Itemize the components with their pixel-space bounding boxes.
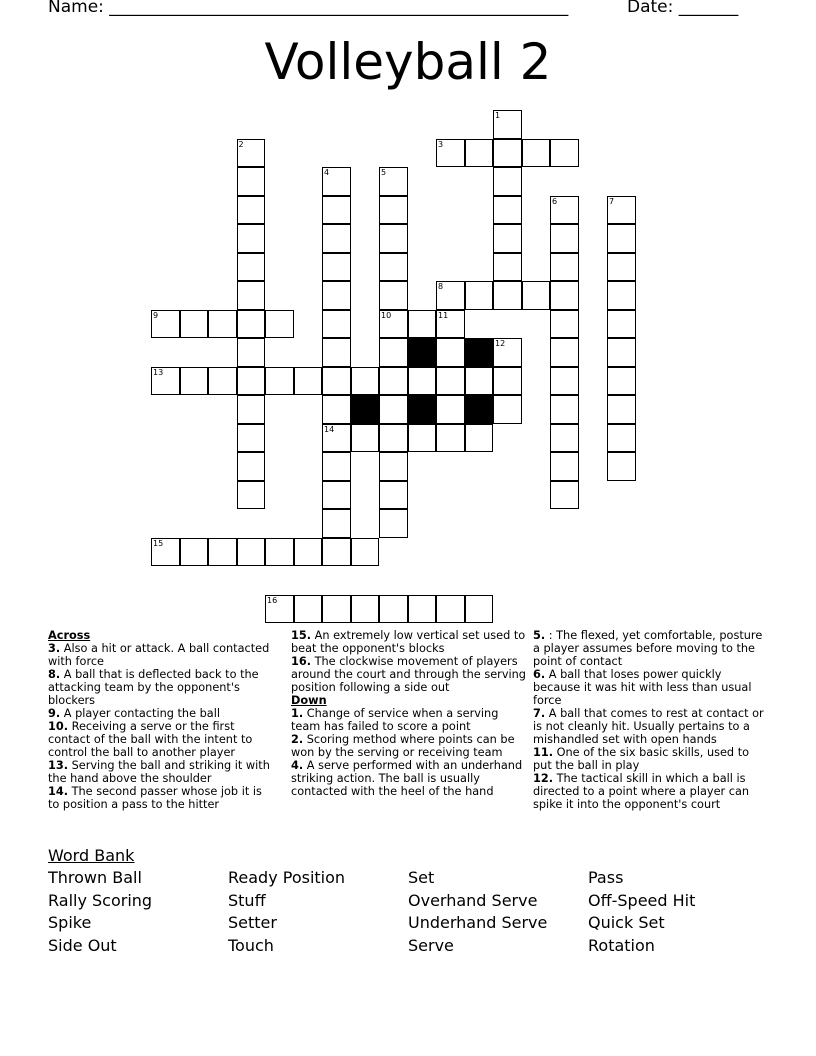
grid-cell[interactable] [237, 367, 266, 396]
black-cell [351, 395, 380, 424]
grid-cell[interactable] [294, 538, 323, 567]
word-bank-item: Thrown Ball [48, 868, 142, 887]
grid-cell[interactable] [607, 452, 636, 481]
grid-cell[interactable] [436, 367, 465, 396]
clue-number: 10 [381, 310, 392, 320]
clue-item [291, 733, 527, 759]
clue-text: The second passer whose job it is to position a pass to the hitter [48, 785, 262, 811]
grid-cell[interactable] [550, 367, 579, 396]
grid-cell[interactable] [208, 538, 237, 567]
black-cell [465, 338, 494, 367]
grid-cell[interactable] [493, 395, 522, 424]
grid-cell[interactable] [322, 509, 351, 538]
clue-text: A ball that comes to rest at contact or is not cleanly hit. Usually pertains to a mishandled set with open hands [533, 707, 764, 746]
grid-cell[interactable] [522, 139, 551, 168]
grid-cell[interactable] [493, 367, 522, 396]
clue-number-label: 6. [533, 668, 546, 681]
clue-item [533, 746, 769, 772]
down-clues-list [291, 707, 527, 798]
clue-text: Scoring method where points can be won by the serving or receiving team [291, 733, 515, 759]
grid-cell[interactable] [322, 481, 351, 510]
grid-cell[interactable] [493, 253, 522, 282]
word-bank-item: Rally Scoring [48, 890, 153, 910]
grid-cell[interactable] [237, 253, 266, 282]
clue-item [48, 707, 276, 720]
black-cell [465, 395, 494, 424]
grid-cell[interactable] [237, 196, 266, 225]
grid-cell[interactable] [379, 595, 408, 624]
grid-cell[interactable] [237, 224, 266, 253]
clue-text: Serving the ball and striking it with the hand above the shoulder [48, 759, 270, 785]
grid-cell[interactable] [351, 538, 380, 567]
grid-cell[interactable] [436, 395, 465, 424]
down-clues-list-continued [533, 629, 769, 811]
word-bank-item: Setter [228, 913, 277, 932]
grid-cell[interactable] [351, 367, 380, 396]
grid-cell[interactable] [379, 395, 408, 424]
grid-cell[interactable] [237, 338, 266, 367]
grid-cell[interactable] [493, 139, 522, 168]
clue-item [48, 668, 276, 707]
grid-cell[interactable] [180, 367, 209, 396]
clue-number-label: 2. [291, 733, 304, 746]
clue-number: 16 [267, 595, 278, 605]
grid-cell[interactable] [550, 424, 579, 453]
name-field-label: Name: ______________________________________________________ [48, 0, 569, 17]
clue-item [533, 772, 769, 811]
clue-number: 3 [438, 139, 444, 149]
grid-cell[interactable] [322, 196, 351, 225]
grid-cell[interactable] [550, 281, 579, 310]
word-bank-item: Off-Speed Hit [588, 890, 696, 910]
grid-cell[interactable] [493, 224, 522, 253]
clue-text: The tactical skill in which a ball is directed to a point where a player can spike it into the opponent's court [533, 772, 750, 811]
grid-cell[interactable] [379, 481, 408, 510]
word-bank-item: Serve [408, 935, 454, 955]
grid-cell[interactable] [208, 367, 237, 396]
clue-item [533, 629, 769, 668]
grid-cell[interactable] [351, 595, 380, 624]
word-bank-item: Touch [228, 935, 274, 955]
clue-number-label: 1. [291, 707, 304, 720]
grid-cell[interactable] [237, 538, 266, 567]
clue-number-label: 13. [48, 759, 69, 772]
clues-column-3 [533, 629, 769, 811]
clue-text: A serve performed with an underhand striking action. The ball is usually contacted with the heel of the hand [291, 759, 523, 798]
grid-cell[interactable] [493, 196, 522, 225]
grid-cell[interactable] [550, 395, 579, 424]
grid-cell[interactable] [522, 281, 551, 310]
across-heading: Across [48, 629, 91, 642]
clue-item [291, 629, 527, 655]
grid-cell[interactable] [550, 310, 579, 339]
clue-text: : The flexed, yet comfortable, posture a player assumes before moving to the point of contact [533, 629, 763, 668]
clue-item [533, 707, 769, 746]
grid-cell[interactable] [607, 253, 636, 282]
grid-cell[interactable] [265, 538, 294, 567]
clue-number-label: 14. [48, 785, 69, 798]
clue-number-label: 8. [48, 668, 61, 681]
clue-number: 7 [609, 196, 615, 206]
clue-number: 15 [153, 538, 164, 548]
clue-item [533, 668, 769, 707]
grid-cell[interactable] [607, 367, 636, 396]
clue-number: 1 [495, 111, 501, 120]
clue-number-label: 12. [533, 772, 554, 785]
clue-text: One of the six basic skills, used to put the ball in play [533, 746, 750, 772]
grid-cell[interactable] [322, 253, 351, 282]
grid-cell[interactable] [550, 481, 579, 510]
grid-cell[interactable] [351, 424, 380, 453]
grid-cell[interactable] [322, 452, 351, 481]
grid-cell[interactable] [465, 139, 494, 168]
clue-item [48, 642, 276, 668]
grid-cell[interactable] [265, 310, 294, 339]
grid-cell[interactable] [294, 595, 323, 624]
grid-cell[interactable] [237, 281, 266, 310]
grid-cell[interactable] [322, 281, 351, 310]
grid-cell[interactable] [607, 338, 636, 367]
grid-cell[interactable] [379, 452, 408, 481]
grid-cell[interactable] [322, 310, 351, 339]
grid-cell[interactable] [436, 338, 465, 367]
word-bank-item: Quick Set [588, 913, 665, 932]
black-cell [408, 395, 437, 424]
across-clues-list-continued [291, 629, 527, 694]
date-field-label: Date: _______ [627, 0, 739, 17]
clue-number: 4 [324, 168, 330, 177]
grid-cell[interactable] [550, 338, 579, 367]
grid-cell[interactable] [493, 167, 522, 196]
grid-cell[interactable] [208, 310, 237, 339]
grid-cell[interactable] [379, 196, 408, 225]
clue-number-label: 4. [291, 759, 304, 772]
grid-cell[interactable] [379, 281, 408, 310]
grid-cell[interactable] [237, 167, 266, 196]
clue-number-label: 10. [48, 720, 69, 733]
clue-number: 5 [381, 168, 387, 177]
grid-cell[interactable] [379, 253, 408, 282]
grid-cell[interactable] [607, 281, 636, 310]
grid-cell[interactable] [322, 224, 351, 253]
grid-cell[interactable] [607, 224, 636, 253]
grid-cell[interactable] [237, 481, 266, 510]
grid-cell[interactable] [379, 224, 408, 253]
clue-number-label: 7. [533, 707, 546, 720]
clue-text: Change of service when a serving team has failed to score a point [291, 707, 499, 733]
grid-cell[interactable] [408, 367, 437, 396]
word-bank-title: Word Bank [48, 846, 135, 865]
word-bank-item: Rotation [588, 935, 655, 955]
grid-cell[interactable] [237, 395, 266, 424]
clue-text: The clockwise movement of players around the court and through the serving position following a side out [291, 655, 526, 694]
word-bank-item: Spike [48, 913, 92, 932]
grid-cell[interactable] [465, 424, 494, 453]
page-title: Volleyball 2 [264, 33, 552, 91]
clue-number-label: 15. [291, 629, 312, 642]
grid-cell[interactable] [322, 538, 351, 567]
grid-cell[interactable] [180, 538, 209, 567]
clue-item [48, 720, 276, 759]
clue-number: 8 [438, 282, 444, 291]
grid-cell[interactable] [294, 367, 323, 396]
clue-item [291, 707, 527, 733]
grid-cell[interactable] [322, 595, 351, 624]
grid-cell[interactable] [408, 424, 437, 453]
grid-cell[interactable] [237, 310, 266, 339]
grid-cell[interactable] [607, 424, 636, 453]
clue-text: A ball that loses power quickly because it was hit with less than usual force [533, 668, 752, 707]
grid-cell[interactable] [237, 424, 266, 453]
word-bank-item: Set [408, 868, 435, 887]
grid-cell[interactable] [322, 367, 351, 396]
clue-item [48, 785, 276, 811]
grid-cell[interactable] [379, 424, 408, 453]
grid-cell[interactable] [493, 281, 522, 310]
grid-cell[interactable] [550, 452, 579, 481]
clue-number-label: 9. [48, 707, 61, 720]
down-heading: Down [291, 694, 327, 707]
clue-number-label: 5. [533, 629, 546, 642]
black-cell [408, 338, 437, 367]
grid-cell[interactable] [465, 367, 494, 396]
clue-text: Receiving a serve or the first contact of the ball with the intent to control the ball to another player [48, 720, 253, 759]
clue-item [291, 759, 527, 798]
word-bank-item: Ready Position [228, 868, 346, 887]
grid-cell[interactable] [607, 310, 636, 339]
clue-number: 14 [324, 424, 335, 434]
clue-number: 6 [552, 196, 558, 206]
grid-cell[interactable] [180, 310, 209, 339]
clue-number: 11 [438, 310, 449, 320]
grid-cell[interactable] [379, 338, 408, 367]
grid-cell[interactable] [607, 395, 636, 424]
clues-column-1 [48, 629, 276, 811]
grid-cell[interactable] [465, 595, 494, 624]
grid-cell[interactable] [322, 338, 351, 367]
clues-column-2 [291, 629, 527, 798]
clue-text: Also a hit or attack. A ball contacted with force [48, 642, 270, 668]
grid-cell[interactable] [436, 595, 465, 624]
word-bank-item: Pass [588, 868, 624, 887]
word-bank-item: Underhand Serve [408, 913, 548, 932]
clue-number: 9 [153, 310, 159, 320]
clue-text: A ball that is deflected back to the attacking team by the opponent's blockers [48, 668, 259, 707]
clue-number: 12 [495, 339, 506, 348]
grid-cell[interactable] [550, 224, 579, 253]
clue-text: An extremely low vertical set used to beat the opponent's blocks [291, 629, 526, 655]
grid-cell[interactable] [322, 395, 351, 424]
clue-number-label: 3. [48, 642, 61, 655]
grid-cell[interactable] [550, 139, 579, 168]
clue-number: 13 [153, 367, 164, 377]
grid-cell[interactable] [550, 253, 579, 282]
word-bank-item: Overhand Serve [408, 890, 538, 910]
clue-number: 2 [238, 139, 244, 149]
across-clues-list [48, 642, 276, 811]
grid-cell[interactable] [379, 367, 408, 396]
clue-text: A player contacting the ball [60, 707, 221, 720]
grid-cell[interactable] [408, 595, 437, 624]
clue-item [291, 655, 527, 694]
word-bank-item: Side Out [48, 935, 117, 955]
grid-cell[interactable] [265, 367, 294, 396]
clue-number-label: 16. [291, 655, 312, 668]
clue-number-label: 11. [533, 746, 554, 759]
grid-cell[interactable] [379, 509, 408, 538]
grid-cell[interactable] [465, 281, 494, 310]
clue-item [48, 759, 276, 785]
grid-cell[interactable] [408, 310, 437, 339]
grid-cell[interactable] [237, 452, 266, 481]
word-bank-item: Stuff [228, 890, 266, 910]
grid-cell[interactable] [436, 424, 465, 453]
